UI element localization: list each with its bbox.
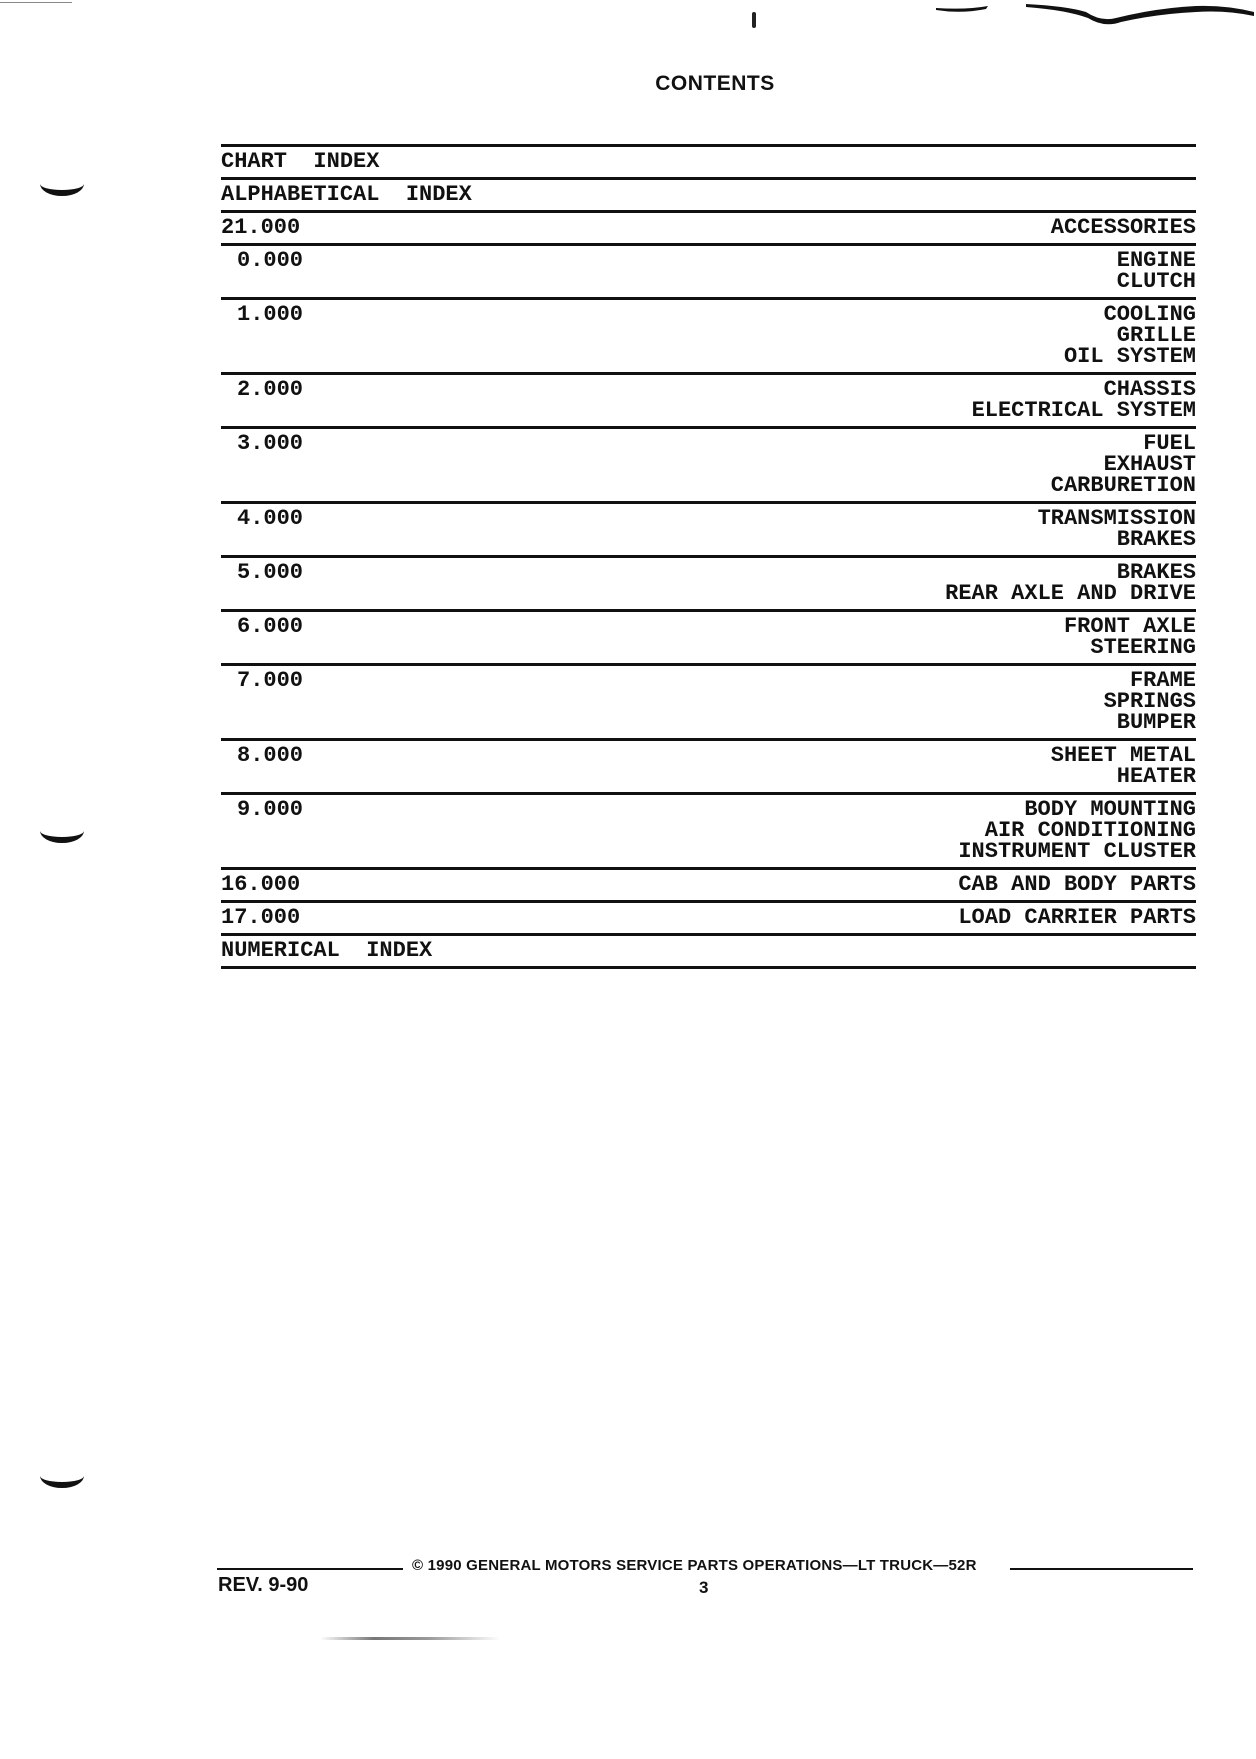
section-number: 17.000 [221,905,301,930]
section-topics [1064,304,1196,367]
section-topics [1051,217,1196,238]
section-topic: BRAKES [1116,560,1196,585]
contents-row [221,870,1196,903]
contents-row [221,741,1196,795]
section-topic: SPRINGS [1103,689,1196,714]
section-topic: REAR AXLE AND DRIVE [945,581,1196,606]
section-topic: FUEL [1143,431,1196,456]
contents-row [221,180,1196,213]
footer-rule-right [1010,1568,1193,1570]
section-topic: SHEET METAL [1050,743,1196,768]
contents-row [221,558,1196,612]
contents-row [221,612,1196,666]
section-topic: CHASSIS [1103,377,1196,402]
section-number: ALPHABETICAL INDEX [221,182,472,207]
scan-speck [752,12,756,28]
section-topic: OIL SYSTEM [1063,344,1196,369]
section-topics [958,874,1196,895]
section-number: 6.000 [237,614,304,639]
section-number: 2.000 [237,377,304,402]
section-topic: BUMPER [1116,710,1196,735]
contents-row [221,246,1196,300]
section-topic: ACCESSORIES [1050,215,1196,240]
binder-hole-mark [40,168,84,196]
section-topics [1117,250,1196,292]
section-topics [1104,670,1196,733]
section-topic: INSTRUMENT CLUSTER [958,839,1196,864]
footer-copyright: © 1990 GENERAL MOTORS SERVICE PARTS OPERATIONS—LT TRUCK—52R [412,1557,977,1574]
scan-artifact-top-right [926,0,1256,40]
section-topic: CLUTCH [1116,269,1196,294]
contents-row [221,375,1196,429]
contents-row [221,213,1196,246]
contents-row [221,300,1196,375]
section-topic: COOLING [1103,302,1196,327]
section-number: 16.000 [221,872,301,897]
section-number: 8.000 [237,743,304,768]
section-topic: GRILLE [1116,323,1196,348]
page-title: CONTENTS [655,72,775,95]
section-number: 9.000 [237,797,304,822]
section-number: 4.000 [237,506,304,531]
section-topic: HEATER [1116,764,1196,789]
section-number: 7.000 [237,668,304,693]
section-topic: LOAD CARRIER PARTS [958,905,1196,930]
revision-label: REV. 9-90 [218,1574,309,1596]
section-number: NUMERICAL INDEX [221,938,433,963]
section-number: 21.000 [221,215,301,240]
contents-row [221,504,1196,558]
section-topic: BODY MOUNTING [1024,797,1196,822]
contents-row [221,903,1196,936]
section-topic: CAB AND BODY PARTS [958,872,1196,897]
section-topic: AIR CONDITIONING [984,818,1196,843]
scan-edge-line [0,2,72,3]
section-topic: TRANSMISSION [1037,506,1196,531]
section-number: 1.000 [237,302,304,327]
binder-hole-mark [40,815,84,843]
contents-row [221,429,1196,504]
section-topics [972,379,1196,421]
section-topics [958,799,1196,862]
section-topic: FRONT AXLE [1063,614,1196,639]
contents-row [221,936,1196,969]
contents-table [221,144,1196,969]
section-topics [945,562,1196,604]
section-topic: ENGINE [1116,248,1196,273]
section-topics [1051,433,1196,496]
section-topic: EXHAUST [1103,452,1196,477]
contents-row [221,666,1196,741]
contents-row [221,147,1196,180]
section-topics [1064,616,1196,658]
binder-hole-mark [40,1460,84,1488]
scan-smudge [320,1637,500,1640]
section-number: 5.000 [237,560,304,585]
section-topic: CARBURETION [1050,473,1196,498]
footer-rule-left [217,1568,403,1570]
section-topics [1038,508,1196,550]
section-number: 0.000 [237,248,304,273]
page-number: 3 [699,1578,709,1597]
section-topics [1051,745,1196,787]
section-number: CHART INDEX [221,149,380,174]
section-topics [958,907,1196,928]
section-topic: BRAKES [1116,527,1196,552]
section-topic: FRAME [1129,668,1196,693]
contents-row [221,795,1196,870]
section-topic: STEERING [1090,635,1196,660]
section-number: 3.000 [237,431,304,456]
section-topic: ELECTRICAL SYSTEM [971,398,1196,423]
